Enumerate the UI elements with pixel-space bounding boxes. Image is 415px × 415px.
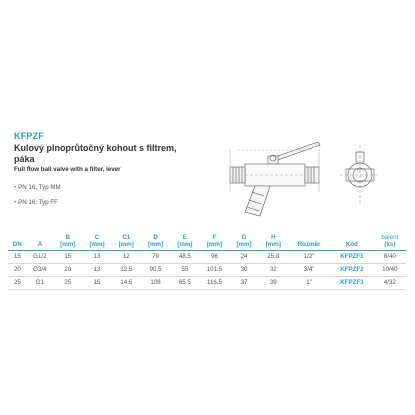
cell-e: 55 <box>170 263 199 276</box>
cell-baleni: 8/40 <box>374 250 406 263</box>
header-h: H [mm] <box>259 227 288 250</box>
spec-bullet-text: PN 16; Typ MM <box>18 184 61 191</box>
product-subtitle-en: Full flow ball valve with a filter, lever <box>14 166 121 173</box>
cell-f: 116.5 <box>199 276 229 289</box>
cell-baleni: 4/32 <box>374 276 406 289</box>
header-a: A <box>27 227 53 250</box>
cell-g: 24 <box>229 250 258 263</box>
cell-c1: 14.5 <box>112 276 141 289</box>
table-row <box>8 250 406 263</box>
header-d: D [mm] <box>141 227 170 250</box>
spec-bullet-text: PN 16; Typ FF <box>18 199 58 206</box>
spec-table <box>8 227 406 290</box>
cell-h: 39 <box>259 276 288 289</box>
cell-d: 90.5 <box>141 263 170 276</box>
cell-g: 30 <box>229 263 258 276</box>
header-e: E [mm] <box>170 227 199 250</box>
header-dn: DN <box>8 227 27 250</box>
cell-d: 79 <box>141 250 170 263</box>
cell-d: 108 <box>141 276 170 289</box>
cell-dn: 20 <box>8 263 27 276</box>
bullet-dot-icon: • <box>14 199 17 206</box>
cell-rozmer: 1" <box>288 276 330 289</box>
cell-rozmer: 1/2" <box>288 250 330 263</box>
header-rozmer: Rozměr <box>288 227 330 250</box>
cell-dn: 25 <box>8 276 27 289</box>
cell-e: 48.5 <box>170 250 199 263</box>
header-baleni: balení (ks) <box>374 227 406 250</box>
cell-c: 15 <box>82 276 111 289</box>
lever-icon <box>272 142 320 161</box>
header-c: C [mm] <box>82 227 111 250</box>
valve-technical-drawing <box>200 130 400 220</box>
cell-b: 15 <box>53 250 82 263</box>
product-code: KFPZF <box>14 131 44 141</box>
cell-rozmer: 3/4" <box>288 263 330 276</box>
cell-h: 32 <box>259 263 288 276</box>
cell-f: 101.5 <box>199 263 229 276</box>
cell-baleni: 10/40 <box>374 263 406 276</box>
cell-h: 25.8 <box>259 250 288 263</box>
cell-g: 37 <box>229 276 258 289</box>
cell-a: G1/2 <box>27 250 53 263</box>
header-f: F [mm] <box>199 227 229 250</box>
cell-a: G3/4 <box>27 263 53 276</box>
header-g: G [mm] <box>229 227 258 250</box>
spec-bullet <box>14 199 58 206</box>
cell-b: 20 <box>53 263 82 276</box>
header-c1: C1 [mm] <box>112 227 141 250</box>
cell-kod: KFPZF3 <box>330 276 373 289</box>
cell-e: 65.5 <box>170 276 199 289</box>
table-header-row <box>8 227 406 250</box>
cell-c: 13 <box>82 263 111 276</box>
header-b: B [mm] <box>53 227 82 250</box>
cell-kod: KFPZF1 <box>330 250 373 263</box>
cell-dn: 15 <box>8 250 27 263</box>
cell-c1: 12 <box>112 250 141 263</box>
spec-bullet <box>14 184 61 191</box>
cell-b: 25 <box>53 276 82 289</box>
cell-c1: 12.5 <box>112 263 141 276</box>
bullet-dot-icon: • <box>14 184 17 191</box>
cell-kod: KFPZF2 <box>330 263 373 276</box>
cell-a: G1 <box>27 276 53 289</box>
cell-c: 13 <box>82 250 111 263</box>
cell-f: 96 <box>199 250 229 263</box>
product-title: Kulový plnoprůtočný kohout s filtrem, páka <box>14 143 177 164</box>
table-row <box>8 276 406 289</box>
table-row <box>8 263 406 276</box>
header-kod: Kód <box>330 227 373 250</box>
